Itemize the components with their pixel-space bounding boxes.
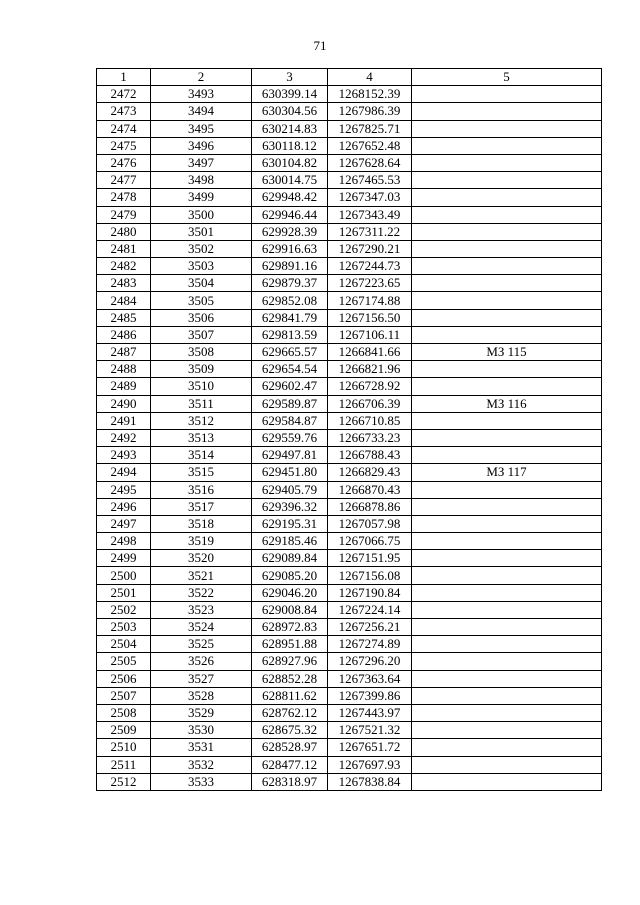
table-cell: 629185.46 <box>252 533 328 550</box>
table-cell: 1267838.84 <box>328 773 412 790</box>
table-cell <box>412 103 602 120</box>
table-header-row <box>97 69 602 86</box>
table-cell <box>412 86 602 103</box>
table-cell: 3519 <box>151 533 252 550</box>
table-cell: 2483 <box>97 275 151 292</box>
table-cell: 2472 <box>97 86 151 103</box>
table-cell: 2498 <box>97 533 151 550</box>
table-cell: 2500 <box>97 567 151 584</box>
table-row <box>97 395 602 412</box>
table-cell: 2506 <box>97 670 151 687</box>
table-cell: 629879.37 <box>252 275 328 292</box>
table-cell: 3504 <box>151 275 252 292</box>
table-cell: 3527 <box>151 670 252 687</box>
table-cell: 3521 <box>151 567 252 584</box>
table-cell: 2502 <box>97 601 151 618</box>
table-cell: 2491 <box>97 412 151 429</box>
table-cell: 2488 <box>97 361 151 378</box>
table-cell: 2477 <box>97 172 151 189</box>
table-cell: 628852.28 <box>252 670 328 687</box>
table-cell <box>412 240 602 257</box>
table-cell <box>412 722 602 739</box>
table-cell: 1267244.73 <box>328 258 412 275</box>
table-cell: 2512 <box>97 773 151 790</box>
table-row <box>97 601 602 618</box>
table-cell: 1267106.11 <box>328 326 412 343</box>
table-cell <box>412 361 602 378</box>
table-row <box>97 550 602 567</box>
table-cell <box>412 120 602 137</box>
table-cell <box>412 447 602 464</box>
table-cell: 1266841.66 <box>328 344 412 361</box>
table-cell: 3520 <box>151 550 252 567</box>
table-row <box>97 103 602 120</box>
table-cell: 3494 <box>151 103 252 120</box>
table-cell: 3498 <box>151 172 252 189</box>
table-cell: 1267363.64 <box>328 670 412 687</box>
table-cell <box>412 429 602 446</box>
table-row <box>97 86 602 103</box>
column-header: 4 <box>328 69 412 86</box>
table-cell: МЗ 115 <box>412 344 602 361</box>
table-row <box>97 378 602 395</box>
table-cell: 2493 <box>97 447 151 464</box>
column-header: 2 <box>151 69 252 86</box>
table-cell: 3506 <box>151 309 252 326</box>
table-cell: 1267190.84 <box>328 584 412 601</box>
table-cell <box>412 412 602 429</box>
table-row <box>97 584 602 601</box>
table-row <box>97 533 602 550</box>
coordinates-table <box>96 68 602 791</box>
table-cell: 1267174.88 <box>328 292 412 309</box>
table-cell: 3507 <box>151 326 252 343</box>
column-header: 3 <box>252 69 328 86</box>
table-cell: 629813.59 <box>252 326 328 343</box>
table-row <box>97 206 602 223</box>
table-cell: 628762.12 <box>252 704 328 721</box>
table-row <box>97 120 602 137</box>
table-row <box>97 447 602 464</box>
table-cell: 2508 <box>97 704 151 721</box>
table-cell: 1267311.22 <box>328 223 412 240</box>
table-cell: 2510 <box>97 739 151 756</box>
table-row <box>97 361 602 378</box>
table-cell <box>412 258 602 275</box>
table-cell: 1267151.95 <box>328 550 412 567</box>
table-cell: 1267256.21 <box>328 619 412 636</box>
table-cell: 1267652.48 <box>328 137 412 154</box>
table-cell: 629841.79 <box>252 309 328 326</box>
table-cell: 3528 <box>151 687 252 704</box>
table-cell: 1267697.93 <box>328 756 412 773</box>
table-cell: 3509 <box>151 361 252 378</box>
table-cell: 3512 <box>151 412 252 429</box>
table-cell: 1267066.75 <box>328 533 412 550</box>
table-row <box>97 344 602 361</box>
table-cell: 629852.08 <box>252 292 328 309</box>
table-cell <box>412 704 602 721</box>
table-cell: МЗ 117 <box>412 464 602 481</box>
table-cell: 3515 <box>151 464 252 481</box>
table-row <box>97 704 602 721</box>
table-cell: 629946.44 <box>252 206 328 223</box>
table-row <box>97 223 602 240</box>
table-cell <box>412 550 602 567</box>
table-cell: 630399.14 <box>252 86 328 103</box>
table-cell: 630214.83 <box>252 120 328 137</box>
table-cell <box>412 206 602 223</box>
table-row <box>97 756 602 773</box>
table-row <box>97 154 602 171</box>
table-cell: 2499 <box>97 550 151 567</box>
table-cell <box>412 636 602 653</box>
table-row <box>97 275 602 292</box>
table-cell: 629602.47 <box>252 378 328 395</box>
table-cell: 628675.32 <box>252 722 328 739</box>
table-row <box>97 670 602 687</box>
table-cell: 630304.56 <box>252 103 328 120</box>
table-cell: 628951.88 <box>252 636 328 653</box>
table-cell <box>412 292 602 309</box>
table-cell: 2495 <box>97 481 151 498</box>
table-cell: 2501 <box>97 584 151 601</box>
table-cell: 1267347.03 <box>328 189 412 206</box>
table-row <box>97 739 602 756</box>
table-cell: 628972.83 <box>252 619 328 636</box>
table-cell: 1267296.20 <box>328 653 412 670</box>
table-cell <box>412 567 602 584</box>
table-cell: 1267651.72 <box>328 739 412 756</box>
table-row <box>97 515 602 532</box>
table-cell: 629654.54 <box>252 361 328 378</box>
table-cell: 1268152.39 <box>328 86 412 103</box>
table-cell: 2485 <box>97 309 151 326</box>
table-row <box>97 773 602 790</box>
table-cell: 1267521.32 <box>328 722 412 739</box>
table-cell: 1266788.43 <box>328 447 412 464</box>
table-cell: 629089.84 <box>252 550 328 567</box>
table-cell: 629085.20 <box>252 567 328 584</box>
table-cell: 3495 <box>151 120 252 137</box>
table-cell: 629405.79 <box>252 481 328 498</box>
table-cell: 629948.42 <box>252 189 328 206</box>
table-cell: 628927.96 <box>252 653 328 670</box>
table-cell: 3514 <box>151 447 252 464</box>
table-cell: 2480 <box>97 223 151 240</box>
table-cell <box>412 687 602 704</box>
table-cell: 1267628.64 <box>328 154 412 171</box>
table-row <box>97 619 602 636</box>
table-cell: 1267465.53 <box>328 172 412 189</box>
table-cell: 1267986.39 <box>328 103 412 120</box>
table-cell <box>412 619 602 636</box>
table-cell <box>412 498 602 515</box>
table-cell: 629497.81 <box>252 447 328 464</box>
table-cell: 628318.97 <box>252 773 328 790</box>
table-cell: 2505 <box>97 653 151 670</box>
table-cell: 2482 <box>97 258 151 275</box>
table-cell: 2492 <box>97 429 151 446</box>
table-cell: 2503 <box>97 619 151 636</box>
table-cell: 2487 <box>97 344 151 361</box>
table-cell: 629928.39 <box>252 223 328 240</box>
table-cell: 2481 <box>97 240 151 257</box>
table-cell: 2490 <box>97 395 151 412</box>
table-cell: 629451.80 <box>252 464 328 481</box>
table-row <box>97 309 602 326</box>
table-cell: 2476 <box>97 154 151 171</box>
table-cell: 1267156.08 <box>328 567 412 584</box>
table-cell: 1267274.89 <box>328 636 412 653</box>
table-cell <box>412 223 602 240</box>
table-cell: 2496 <box>97 498 151 515</box>
table-row <box>97 429 602 446</box>
table-cell: 2507 <box>97 687 151 704</box>
table-cell: 1266878.86 <box>328 498 412 515</box>
table-cell: 2475 <box>97 137 151 154</box>
table-cell: 2478 <box>97 189 151 206</box>
table-cell: 3513 <box>151 429 252 446</box>
table-cell: 3517 <box>151 498 252 515</box>
table-cell: 1267825.71 <box>328 120 412 137</box>
table-cell: 630118.12 <box>252 137 328 154</box>
table-cell: 3502 <box>151 240 252 257</box>
table-cell: 3497 <box>151 154 252 171</box>
table-row <box>97 172 602 189</box>
table-cell: 629589.87 <box>252 395 328 412</box>
table-cell <box>412 601 602 618</box>
table-row <box>97 464 602 481</box>
table-cell: 2489 <box>97 378 151 395</box>
table-cell: 3529 <box>151 704 252 721</box>
table-cell: 1267290.21 <box>328 240 412 257</box>
table-cell: 628477.12 <box>252 756 328 773</box>
table-cell: 629665.57 <box>252 344 328 361</box>
table-cell: 3510 <box>151 378 252 395</box>
table-cell: 3501 <box>151 223 252 240</box>
column-header: 1 <box>97 69 151 86</box>
table-cell: 3508 <box>151 344 252 361</box>
table-cell: 629584.87 <box>252 412 328 429</box>
table-cell: 629559.76 <box>252 429 328 446</box>
table-cell <box>412 653 602 670</box>
table-cell <box>412 154 602 171</box>
table-cell <box>412 756 602 773</box>
table-cell: 628528.97 <box>252 739 328 756</box>
table-cell: 2474 <box>97 120 151 137</box>
table-cell <box>412 275 602 292</box>
table-cell: 3532 <box>151 756 252 773</box>
table-cell: 3516 <box>151 481 252 498</box>
table-cell <box>412 378 602 395</box>
table-cell: 3530 <box>151 722 252 739</box>
table-cell: 1267343.49 <box>328 206 412 223</box>
table-cell: 629916.63 <box>252 240 328 257</box>
table-cell: 2473 <box>97 103 151 120</box>
table-cell: 1267224.14 <box>328 601 412 618</box>
table-cell: 3500 <box>151 206 252 223</box>
table-row <box>97 567 602 584</box>
table-cell: 1266710.85 <box>328 412 412 429</box>
table-row <box>97 258 602 275</box>
table-cell: 3523 <box>151 601 252 618</box>
table-cell: 3518 <box>151 515 252 532</box>
table-cell: 1267156.50 <box>328 309 412 326</box>
table-cell: 2511 <box>97 756 151 773</box>
table-cell: 3522 <box>151 584 252 601</box>
table-row <box>97 722 602 739</box>
column-header: 5 <box>412 69 602 86</box>
table-cell: 3503 <box>151 258 252 275</box>
table-row <box>97 653 602 670</box>
table-cell: 2497 <box>97 515 151 532</box>
page-number: 71 <box>313 38 327 53</box>
table-cell <box>412 515 602 532</box>
table-cell <box>412 309 602 326</box>
table-row <box>97 137 602 154</box>
table-cell <box>412 189 602 206</box>
table-cell <box>412 172 602 189</box>
table-cell <box>412 137 602 154</box>
table-cell: 1266728.92 <box>328 378 412 395</box>
table-row <box>97 636 602 653</box>
table-cell: 3499 <box>151 189 252 206</box>
table-cell: 3496 <box>151 137 252 154</box>
table-body <box>97 86 602 791</box>
table-cell: 629195.31 <box>252 515 328 532</box>
table-cell: 3524 <box>151 619 252 636</box>
table-row <box>97 412 602 429</box>
table-cell: 2494 <box>97 464 151 481</box>
table-cell: 1267057.98 <box>328 515 412 532</box>
table-cell: 630014.75 <box>252 172 328 189</box>
table-cell: 3531 <box>151 739 252 756</box>
table-cell: 3511 <box>151 395 252 412</box>
table-cell: 1266870.43 <box>328 481 412 498</box>
table-cell: 2486 <box>97 326 151 343</box>
table-cell: 3525 <box>151 636 252 653</box>
table-cell <box>412 533 602 550</box>
table-cell: 3493 <box>151 86 252 103</box>
table-cell: 630104.82 <box>252 154 328 171</box>
table-cell: 3533 <box>151 773 252 790</box>
table-cell: 1266821.96 <box>328 361 412 378</box>
table-row <box>97 189 602 206</box>
table-cell: 2484 <box>97 292 151 309</box>
table-cell <box>412 481 602 498</box>
table-cell: 628811.62 <box>252 687 328 704</box>
table-row <box>97 498 602 515</box>
table-cell: МЗ 116 <box>412 395 602 412</box>
table-cell: 1267443.97 <box>328 704 412 721</box>
table-cell <box>412 584 602 601</box>
table-cell <box>412 739 602 756</box>
table-cell <box>412 773 602 790</box>
table-cell: 629396.32 <box>252 498 328 515</box>
table-cell: 2504 <box>97 636 151 653</box>
table-cell: 2479 <box>97 206 151 223</box>
table-row <box>97 292 602 309</box>
table-row <box>97 481 602 498</box>
table-cell: 3526 <box>151 653 252 670</box>
table-cell: 629891.16 <box>252 258 328 275</box>
table-row <box>97 326 602 343</box>
table-row <box>97 240 602 257</box>
table-cell: 1266829.43 <box>328 464 412 481</box>
table-cell: 3505 <box>151 292 252 309</box>
table-row <box>97 687 602 704</box>
table-cell <box>412 326 602 343</box>
table-cell: 1266733.23 <box>328 429 412 446</box>
table-cell: 629008.84 <box>252 601 328 618</box>
table-cell: 1266706.39 <box>328 395 412 412</box>
table-cell: 2509 <box>97 722 151 739</box>
table-cell: 629046.20 <box>252 584 328 601</box>
table-cell: 1267399.86 <box>328 687 412 704</box>
table-cell <box>412 670 602 687</box>
table-cell: 1267223.65 <box>328 275 412 292</box>
